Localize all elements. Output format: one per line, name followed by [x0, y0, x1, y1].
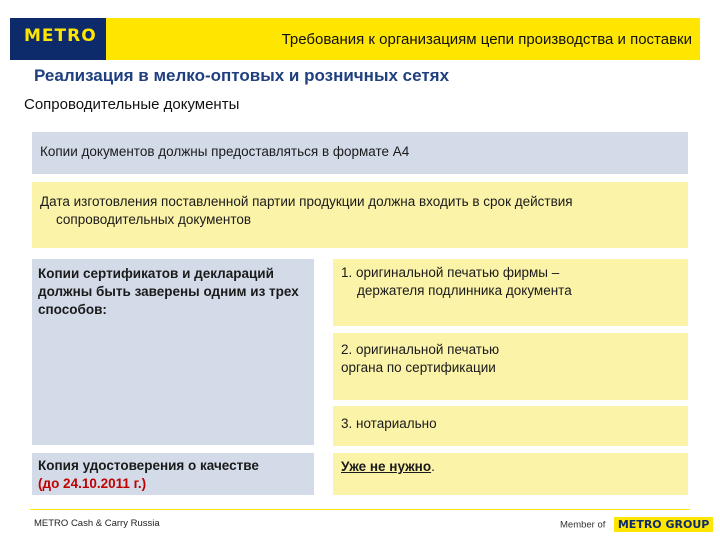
quality-certificate-box: [32, 453, 314, 495]
footer-divider: [30, 509, 690, 510]
method-item-1-line2: держателя подлинника документа: [357, 283, 572, 298]
method-item-3: [333, 406, 688, 446]
a4-format-text: Копии документов должны предоставляться в формате А4: [40, 144, 410, 159]
method-item-1-line1: 1. оригинальной печатью фирмы –: [341, 265, 560, 280]
quality-certificate-text: Копия удостоверения о качестве: [38, 458, 259, 473]
certificates-text: Копии сертификатов и деклараций должны быть заверены одним из трех способов:: [38, 266, 299, 317]
no-longer-needed-text: Уже не нужно: [341, 459, 432, 474]
a4-format-box: [32, 132, 688, 174]
quality-certificate-date: (до 24.10.2011 г.): [38, 476, 147, 491]
section-title: Сопроводительные документы: [24, 96, 240, 113]
method-item-3-text: 3. нотариально: [341, 416, 437, 431]
metro-logo-text: METRO: [24, 26, 97, 46]
header-title: Требования к организациям цепи производства и поставки: [281, 31, 692, 48]
header-band: [106, 18, 700, 60]
metro-group-logo-metro: METRO: [617, 518, 662, 532]
footer-company: METRO Cash & Carry Russia: [34, 518, 160, 529]
method-item-2-line2: органа по сертификации: [341, 360, 496, 375]
method-item-2: [333, 333, 688, 400]
no-longer-needed-box: [333, 453, 688, 495]
page-subtitle: Реализация в мелко-оптовых и розничных сетях: [34, 66, 450, 85]
no-longer-needed-suffix: .: [431, 459, 435, 474]
metro-logo: [10, 18, 106, 60]
footer-member: [560, 516, 713, 534]
header-bar: [0, 18, 720, 60]
production-date-box: [32, 182, 688, 248]
method-item-2-line1: 2. оригинальной печатью: [341, 342, 500, 357]
production-date-line2: сопроводительных документов: [56, 212, 252, 227]
method-item-1: [333, 259, 688, 326]
certificates-box: [32, 259, 314, 445]
metro-group-logo: [614, 517, 714, 532]
production-date-line1: Дата изготовления поставленной партии продукции должна входить в срок действия: [40, 194, 573, 209]
metro-group-logo-group: GROUP: [665, 518, 710, 532]
member-of-label: Member of: [560, 519, 606, 531]
